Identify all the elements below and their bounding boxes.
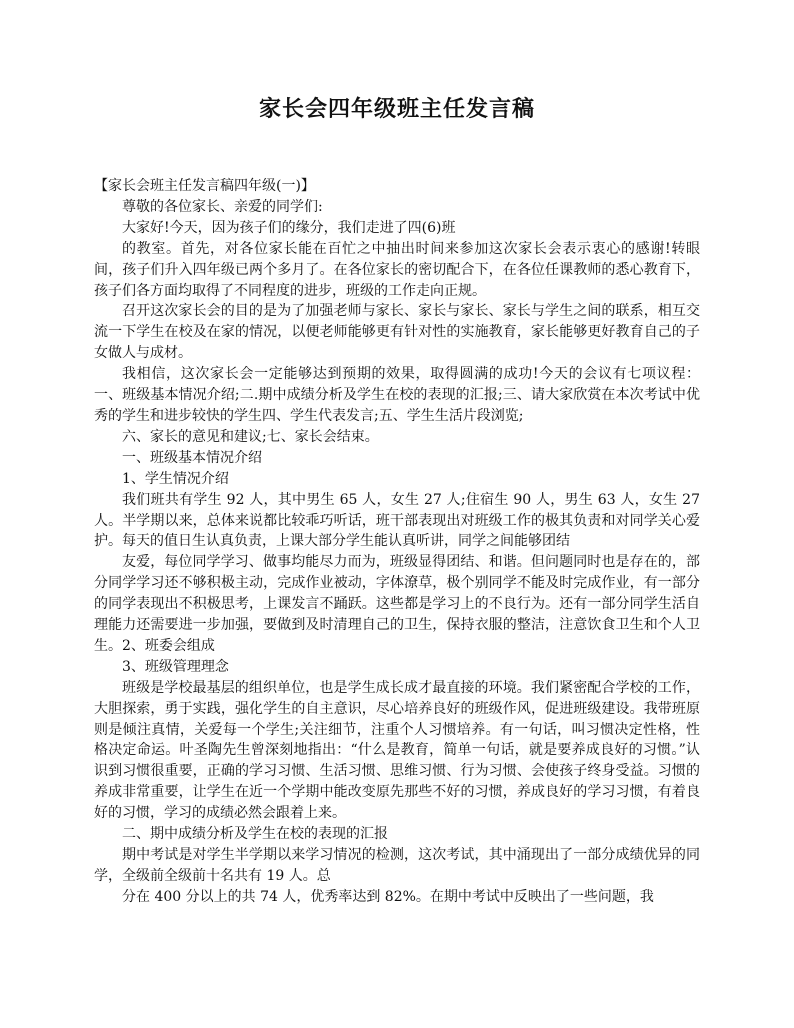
paragraph: 的教室。首先，对各位家长能在百忙之中抽出时间来参加这次家长会表示衷心的感谢!转眼间，孩子们升入四年级已两个多月了。在各位家长的密切配合下，在各位任课教师的悉心教育下，孩子们各方面均取得了不同程度的进步，班级的工作走向正规。	[94, 240, 700, 299]
paragraph: 大家好!今天，因为孩子们的缘分，我们走进了四(6)班	[122, 219, 456, 236]
paragraph: 一、班级基本情况介绍	[122, 449, 262, 466]
paragraph: 期中考试是对学生半学期以来学习情况的检测，这次考试，其中涌现出了一部分成绩优异的同学，全级前全级前十名共有 19 人。总	[94, 847, 700, 884]
paragraph: 二、期中成绩分析及学生在校的表现的汇报	[122, 826, 388, 843]
paragraph: 1、学生情况介绍	[122, 470, 229, 487]
paragraph: 尊敬的各位家长、亲爱的同学们:	[122, 198, 323, 215]
paragraph: 3、班级管理理念	[122, 658, 229, 675]
paragraph: 【家长会班主任发言稿四年级(一)】	[94, 178, 315, 194]
document-body	[94, 176, 700, 908]
paragraph: 友爱，每位同学学习、做事均能尽力而为，班级显得团结、和谐。但问题同时也是存在的，部分同学学习还不够积极主动，完成作业被动，字体潦草，极个别同学不能及时完成作业，有一部分的同学表现出不积极思考，上课发言不踊跃。这些都是学习上的不良行为。还有一部分同学生活自理能力还需要进一步加强，要做到及时清理自己的卫生，保持衣服的整洁，注意饮食卫生和个人卫生。2、班委会组成	[94, 554, 700, 654]
document-title: 家长会四年级班主任发言稿	[258, 96, 535, 122]
paragraph: 召开这次家长会的目的是为了加强老师与家长、家长与家长、家长与学生之间的联系，相互交流一下学生在校及在家的情况，以便老师能够更有针对性的实施教育，家长能够更好教育自己的子女做人与成材。	[94, 303, 700, 362]
paragraph: 分在 400 分以上的共 74 人，优秀率达到 82%。在期中考试中反映出了一些问题，我	[122, 888, 654, 905]
paragraph: 我们班共有学生 92 人，其中男生 65 人，女生 27 人;住宿生 90 人，男生 63 人，女生 27 人。半学期以来，总体来说都比较乖巧听话，班干部表现出对班级工作的极其负责和对同学关心爱护。每天的值日生认真负责，上课大部分学生能认真听讲，同学之间能够团结	[94, 491, 700, 550]
paragraph: 六、家长的意见和建议;七、家长会结束。	[122, 428, 379, 445]
paragraph: 班级是学校最基层的组织单位，也是学生成长成才最直接的环境。我们紧密配合学校的工作，大胆探索，勇于实践，强化学生的自主意识，尽心培养良好的班级作风，促进班级建设。我带班原则是倾注真情，关爱每一个学生;关注细节，注重个人习惯培养。有一句话，叫习惯决定性格，性格决定命运。叶圣陶先生曾深刻地指出：“什么是教育，简单一句话，就是要养成良好的习惯。”认识到习惯很重要，正确的学习习惯、生活习惯、思维习惯、行为习惯、会使孩子终身受益。习惯的养成非常重要，让学生在近一个学期中能改变原先那些不好的习惯，养成良好的学习习惯，有着良好的习惯，学习的成绩必然会跟着上来。	[94, 679, 700, 822]
paragraph: 我相信，这次家长会一定能够达到预期的效果，取得圆满的成功!今天的会议有七项议程：一、班级基本情况介绍;二.期中成绩分析及学生在校的表现的汇报;三、请大家欣赏在本次考试中优秀的学生和进步较快的学生四、学生代表发言;五、学生生活片段浏览;	[94, 366, 700, 424]
